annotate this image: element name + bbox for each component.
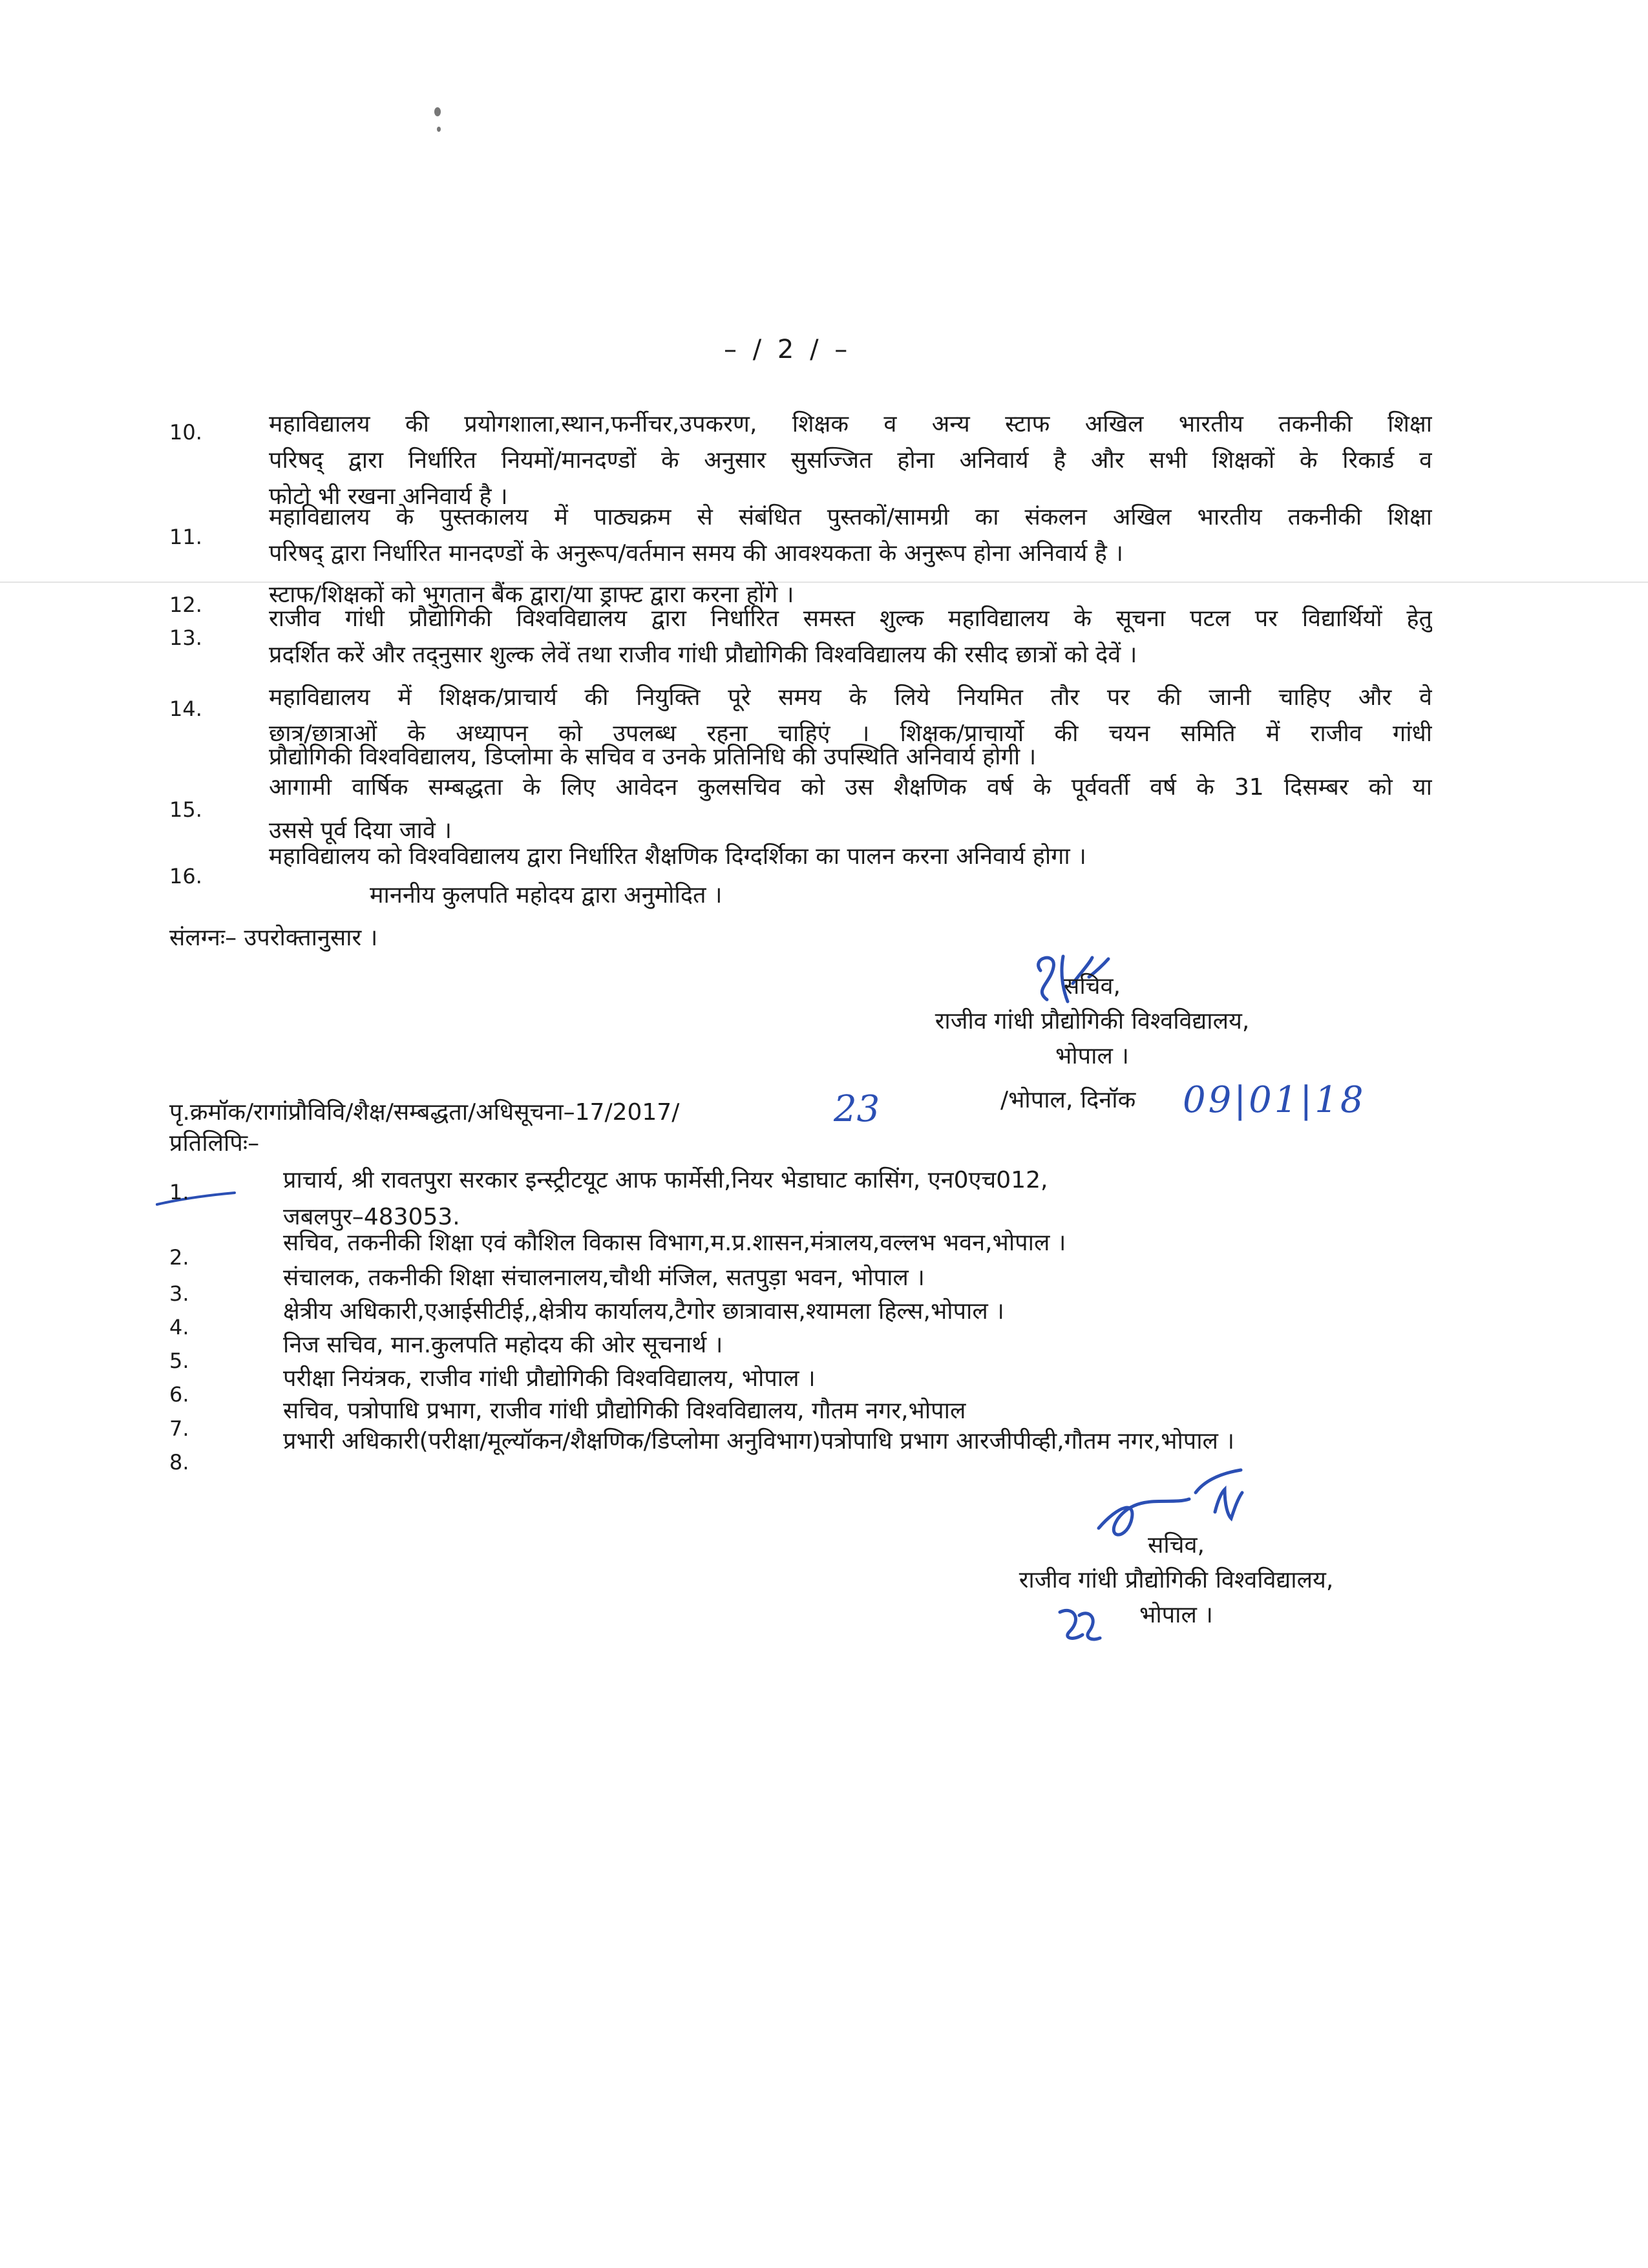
copy-number: 8. xyxy=(169,1450,189,1475)
point-text-line: परिषद् द्वारा निर्धारित नियमों/मानदण्डों के अनुसार सुसज्जित होना अनिवार्य है और सभी शिक्षकों के रिकार्ड व xyxy=(269,447,1432,474)
copy-text-line: निज सचिव, मान.कुलपति महोदय की ओर सूचनार्थ । xyxy=(283,1332,723,1358)
point-text-line: फोटो भी रखना अनिवार्य है । xyxy=(269,483,508,510)
tick-mark xyxy=(154,1190,238,1210)
point-text-line: राजीव गांधी प्रौद्योगिकी विश्वविद्यालय द्वारा निर्धारित समस्त शुल्क महाविद्यालय के सूचना पटल पर विद्यार्थियों हेतु xyxy=(269,605,1432,632)
copy-text-line: सचिव, तकनीकी शिक्षा एवं कौशिल विकास विभाग,म.प्र.शासन,मंत्रालय,वल्लभ भवन,भोपाल । xyxy=(283,1230,1066,1256)
enclosure-note: संलग्नः– उपरोक्तानुसार । xyxy=(169,925,378,951)
point-text-line: छात्र/छात्राओं के अध्यापन को उपलब्ध रहना चाहिएं । शिक्षक/प्राचार्यो की चयन समिति में राजीव गांधी xyxy=(269,720,1432,747)
copy-text-line: जबलपुर–483053. xyxy=(283,1204,460,1230)
point-text-line: महाविद्यालय को विश्वविद्यालय द्वारा निर्धारित शैक्षणिक दिग्दर्शिका का पालन करना अनिवार्य होगा । xyxy=(269,843,1086,870)
copy-text-line: प्राचार्य, श्री रावतपुरा सरकार इन्स्ट्रीटयूट आफ फार्मेसी,नियर भेडाघाट कासिंग, एन0एच012, xyxy=(283,1167,1048,1193)
fold-line xyxy=(0,582,1648,583)
page-number: – / 2 / – xyxy=(724,335,852,364)
copy-text-line: परीक्षा नियंत्रक, राजीव गांधी प्रौद्योगिकी विश्वविद्यालय, भोपाल । xyxy=(283,1365,816,1392)
reference-number: पृ.क्रमॉक/रागांप्रौविवि/शैक्ष/सम्बद्धता/अधिसूचना–17/2017/ xyxy=(169,1099,680,1126)
point-text-line: प्रौद्योगिकी विश्वविद्यालय, डिप्लोमा के सचिव व उनके प्रतिनिधि की उपस्थिति अनिवार्य होगी । xyxy=(269,744,1037,770)
signature-organization: राजीव गांधी प्रौद्योगिकी विश्वविद्यालय, xyxy=(1019,1567,1334,1593)
signature-designation: सचिव, xyxy=(1148,1532,1205,1559)
point-text-line: महाविद्यालय के पुस्तकालय में पाठ्यक्रम से संबंधित पुस्तकों/सामग्री का संकलन अखिल भारतीय तकनीकी शिक्षा xyxy=(269,504,1432,530)
point-number: 10. xyxy=(169,420,202,445)
point-text-line: स्टाफ/शिक्षकों को भुगतान बैंक द्वारा/या ड्राफ्ट द्वारा करना होंगे । xyxy=(269,582,794,608)
point-text-line: प्रदर्शित करें और तद्नुसार शुल्क लेवें तथा राजीव गांधी प्रौद्योगिकी विश्वविद्यालय की रसीद छात्रों को देवें । xyxy=(269,642,1137,668)
signature-block xyxy=(892,969,1293,1074)
point-number: 16. xyxy=(169,864,202,888)
point-number: 14. xyxy=(169,697,202,721)
copy-number: 7. xyxy=(169,1416,189,1441)
copy-text-line: सचिव, पत्रोपाधि प्रभाग, राजीव गांधी प्रौद्योगिकी विश्वविद्यालय, गौतम नगर,भोपाल xyxy=(283,1398,966,1424)
point-number: 15. xyxy=(169,797,202,822)
signature-designation: सचिव, xyxy=(1064,973,1121,1000)
point-number: 12. xyxy=(169,593,202,617)
scan-speck xyxy=(437,127,441,132)
copy-text-line: संचालक, तकनीकी शिक्षा संचालनालय,चौथी मंजिल, सतपुड़ा भवन, भोपाल । xyxy=(283,1265,925,1291)
point-text-line: आगामी वार्षिक सम्बद्धता के लिए आवेदन कुलसचिव को उस शैक्षणिक वर्ष के पूर्ववर्ती वर्ष के 31 दिसम्बर को या xyxy=(269,774,1432,801)
copy-number: 5. xyxy=(169,1349,189,1373)
signature-block xyxy=(944,1528,1409,1633)
signature-organization: राजीव गांधी प्रौद्योगिकी विश्वविद्यालय, xyxy=(935,1008,1250,1034)
copy-number: 4. xyxy=(169,1315,189,1339)
point-number: 13. xyxy=(169,625,202,650)
copy-number: 3. xyxy=(169,1281,189,1306)
copy-number: 1. xyxy=(169,1180,189,1204)
signature-city: भोपाल । xyxy=(1139,1602,1213,1628)
copy-text-line: क्षेत्रीय अधिकारी,एआईसीटीई,,क्षेत्रीय कार्यालय,टैगोर छात्रावास,श्यामला हिल्स,भोपाल । xyxy=(283,1298,1004,1325)
copy-number: 6. xyxy=(169,1382,189,1407)
point-text-line: महाविद्यालय में शिक्षक/प्राचार्य की नियुक्ति पूरे समय के लिये नियमित तौर पर की जानी चाहिए और वे xyxy=(269,684,1432,711)
copy-text-line: प्रभारी अधिकारी(परीक्षा/मूल्यॉकन/शैक्षणिक/डिप्लोमा अनुविभाग)पत्रोपाधि प्रभाग आरजीपीव्ही,गौतम नगर,भोपाल । xyxy=(283,1428,1235,1454)
copy-to-label: प्रतिलिपिः– xyxy=(169,1130,260,1157)
approval-note: माननीय कुलपति महोदय द्वारा अनुमोदित । xyxy=(370,882,723,908)
scan-speck xyxy=(434,107,441,116)
point-number: 11. xyxy=(169,525,202,549)
reference-date-label: /भोपाल, दिनॉक xyxy=(1000,1087,1136,1113)
copy-number: 2. xyxy=(169,1245,189,1270)
signature-city: भोपाल । xyxy=(1055,1043,1129,1069)
point-text-line: उससे पूर्व दिया जावे । xyxy=(269,817,452,844)
point-text-line: परिषद् द्वारा निर्धारित मानदण्डों के अनुरूप/वर्तमान समय की आवश्यकता के अनुरूप होना अनिवार्य है । xyxy=(269,540,1123,567)
handwritten-date: 09|01|18 xyxy=(1183,1079,1366,1121)
handwritten-number: 23 xyxy=(834,1088,880,1130)
point-text-line: महाविद्यालय की प्रयोगशाला,स्थान,फर्नीचर,उपकरण, शिक्षक व अन्य स्टाफ अखिल भारतीय तकनीकी शिक्षा xyxy=(269,411,1432,437)
